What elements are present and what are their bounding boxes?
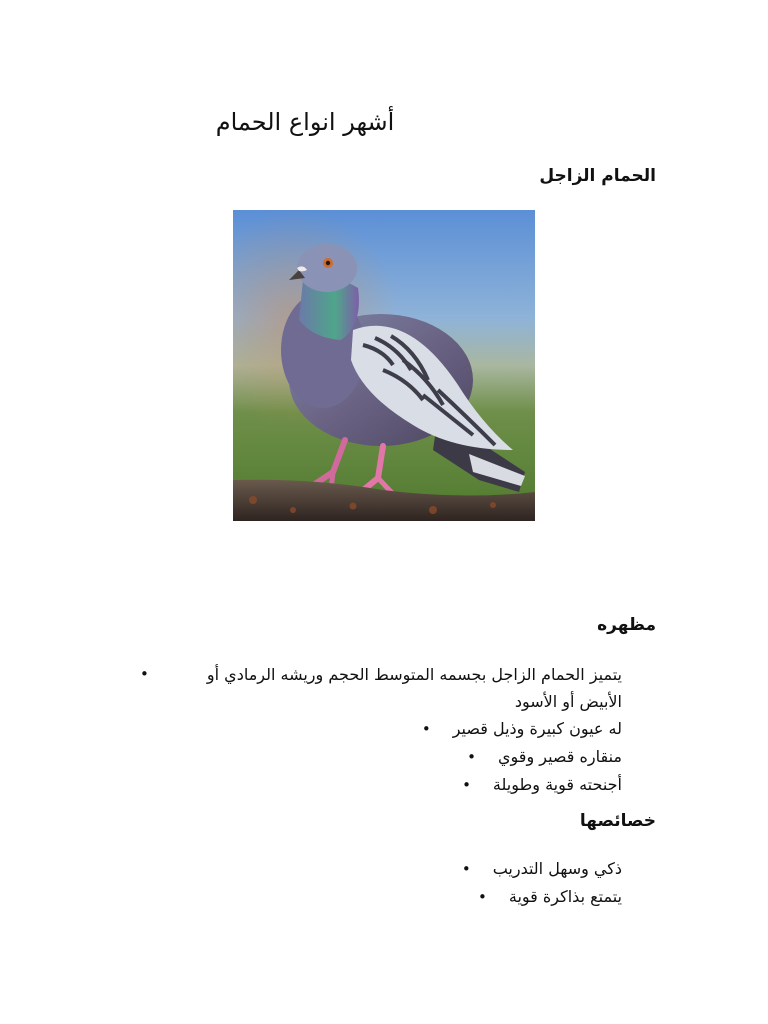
bullet-icon: • [421, 720, 431, 738]
bullet-icon: • [467, 748, 476, 766]
list-item [322, 855, 622, 883]
list-item [162, 771, 622, 799]
list-item-text: منقاره قصير وقوي [498, 747, 622, 766]
list-item-text: يتمتع بذاكرة قوية [508, 887, 622, 906]
list-item-text: أجنحته قوية وطويلة [492, 775, 622, 794]
list-item [162, 715, 622, 743]
appearance-heading: مظهره [597, 615, 656, 635]
list-item [322, 883, 622, 911]
species-heading: الحمام الزاجل [539, 166, 656, 186]
pigeon-image [233, 210, 535, 521]
appearance-list [140, 661, 622, 799]
bullet-icon: • [461, 860, 471, 878]
list-item [140, 661, 622, 715]
bullet-icon: • [462, 776, 471, 794]
bullet-icon: • [140, 665, 149, 683]
list-item-text: له عيون كبيرة وذيل قصير [452, 719, 622, 738]
list-item [162, 743, 622, 771]
page-title: أشهر انواع الحمام [215, 108, 395, 136]
traits-heading: خصائصها [579, 811, 656, 831]
bullet-icon: • [478, 888, 487, 906]
list-item-text: ذكي وسهل التدريب [492, 859, 622, 878]
traits-list [322, 855, 622, 911]
list-item-text: يتميز الحمام الزاجل بجسمه المتوسط الحجم وريشه الرمادي أو الأبيض أو الأسود [206, 665, 622, 711]
